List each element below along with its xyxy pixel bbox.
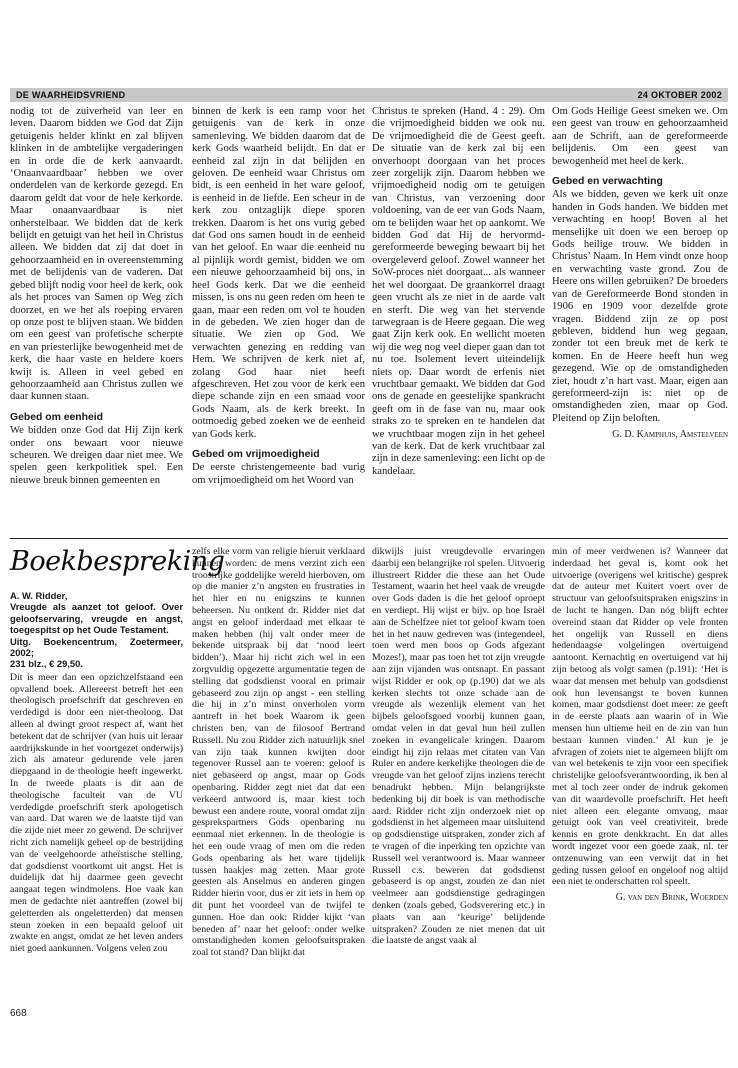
article-column-4 (552, 106, 728, 536)
article-paragraph: nodig tot de zuiverheid van leer en leven. Daarom bidden we God dat Zijn getuigenis helder klinkt en zal blijven klinken in de ambtelijke vergaderingen en in orde die de kerk aanvaardt. ‘Onaanvaardbaar’ hebben we over onderdelen van de kerkorde gezegd. En daarom geldt dat voor de hele kerkorde. Maar onaanvaardbaar is niet onherstelbaar. We bidden dat de kerk belijdt en getuigt van het heil in Christus alleen. We bidden dat zij dat doet in gehoorzaamheid en in overeenstemming met de belijdenis van de vaderen. Dat gebed blijft nodig voor heel de kerk, ook als het proces van Samen op Weg zich doorzet, en we het als roeping ervaren op onze post te blijven staan. We bidden om een geest van profetische scherpte en van priesterlijke bewogenheid met de kerk, die haar vaste en heldere koers kwijt is. Alleen in veel gebed en gehoorzaamheid aan Christus zullen we daar kunnen staan. (10, 106, 183, 403)
section-heading: Gebed om vrijmoedigheid (192, 448, 320, 460)
review-column-1 (10, 590, 183, 1002)
article-paragraph: Christus te spreken (Hand. 4 : 29). Om die vrijmoedigheid bidden we ook nu. De vrijmoedigheid die de Geest geeft. De situatie van de kerk zal bij een onverhoopt doorgaan van het proces zeer zorgelijk zijn. Daarom hebben we vrijmoedigheid nodig om te getuigen van Christus, van verzoening door voldoening, van de eer van Gods Naam, om te belijden waar het op aankomt. We bidden God dat Hij de hervormd-gereformeerde beweging bewaart bij het overgeleverd geloof. Zowel wanneer het SoW-proces niet doorgaat... als wanneer het wel doorgaat. De graankorrel draagt geen vrucht als ze niet in de aarde valt en sterft. Die weg van het stervende tarwegraan is de Heere gegaan. Die weg gaat Zijn kerk ook. En wellicht moeten wij die weg nog veel dieper gaan dan tot nu toe. Isolement levert uiteindelijk niets op. Daar wordt de erfenis niet vruchtbaar gemaakt. We bidden dat God ons de genade en geestelijke spankracht geeft om in de fase van nu, maar ook straks zo te spreken en te handelen dat we vruchtbaar mogen zijn in het geheel van de kerk. Dat de kerk vruchtbaar zal zijn in deze samenleving: een licht op de kandelaar. (372, 106, 545, 477)
section-heading: Gebed om eenheid (10, 411, 103, 423)
review-section-title: Boekbespreking (10, 546, 225, 577)
book-pages-price: 231 blz., € 29,50. (10, 658, 83, 670)
running-header (10, 88, 728, 102)
book-author: A. W. Ridder, (10, 590, 68, 601)
article-column-2 (192, 106, 365, 536)
page-number: 668 (10, 1008, 27, 1019)
review-paragraph: dikwijls juist vreugdevolle ervaringen daarbij een belangrijke rol spelen. Uitvoerig illustreert Ridder die these aan het Oude Testament, waarin het heel vaak de vreugde over Gods daden is die het geloof oproept en verdiept. Hij wijst er bijv. op hoe Israël aan de Schelfzee niet tot geloof kwam toen het in het nauw gedreven was (integendeel, toen werd men boos op Gods afgezant Mozes!), maar pas toen het tot zijn vreugde aan zijn vijanden was ontsnapt. En passant wijst Ridder er ook op (p.190) dat we als kerken slechts tot onze schade aan de vreugde als wezenlijk element van het bijbels geloofsgoed voorbij kunnen gaan, omdat velen in dat geval hun heil zullen zoeken in evangelicale kringen. Daarom eindigt hij zijn relaas met citaten van Van Ruler en andere kerkelijke theologen die de vreugde van het geloof zijns inziens terecht benadrukt hebben. Mijn belangrijkste bedenking bij dit boek is van methodische aard. Ridder richt zijn onderzoek niet op godsdienst in het algemeen maar uitsluitend op godsdienstige uitspraken, zonder zich af te vragen of die inperking ten opzichte van Russell wel verantwoord is. Maar wanneer Russell c.s. beweren dat godsdienst gebaseerd is op angst, zouden ze dan niet veelmeer aan godsdienstige gedragingen denken (zoals gebed, Godsverering etc.) in plaats van aan ‘keurige’ belijdende uitspraken? Zouden ze niet menen dat uit die laatste de angst vaak al (372, 546, 545, 947)
article-paragraph: binnen de kerk is een ramp voor het getuigenis van de kerk in onze samenleving. We bidden daarom dat de kerk Gods waarheid belijdt. En dat er eenheid zal zijn in dat belijden en geloven. De eenheid waar Christus om bidt, is een eenheid in het ware geloof, is eenheid in de liefde. Een scheur in de kerk zou ontzaglijk diepe sporen trekken. Daarom is het ons vurig gebed dat God ons samen houdt in de eenheid van het geloof. En waar die eenheid nu al pijnlijk wordt gemist, bidden we om een nieuwe gehoorzaamheid bij ons, in heel Gods kerk. Dat we die eenheid missen, is ons nu geen reden om heen te gaan, maar een reden om vol te houden in de gebeden. We zien hoger dan de situatie. We zien op God. We verwachten genezing en redding van Hem. We schrijven de kerk niet af, zolang God haar niet heeft afgeschreven. Het zou voor de kerk een diepe schande zijn en een smaad voor Gods Naam, als de kerk breekt. In ootmoedig gebed zoeken we de eenheid van Gods kerk. (192, 106, 365, 440)
article-paragraph: We bidden onze God dat Hij Zijn kerk onder ons bewaart voor nieuwe scheuren. We dreigen daar niet mee. We spelen geen kerkpolitiek spel. Een nieuwe breuk binnen gemeenten en (10, 425, 183, 486)
end-rule (552, 840, 728, 841)
article-paragraph: Als we bidden, geven we kerk uit onze handen in Gods handen. We bidden met verwachting en hoop! Boven al het menselijke uit doen we een beroep op Gods heilige trouw. We bidden in Christus’ Naam. In Hem vindt onze hoop en verwachting vaste grond. Zou de Heere ons willen gebruiken? De broeders van de Gereformeerde Bond stonden in 1906 en 1909 voor dezelfde grote vragen. Biddend zijn ze op post gebleven, biddend hun weg gegaan, zonder tot een breuk met de kerk te komen. En de Heere heeft hun weg gezegend. Wie op de omstandigheden ziet, houdt z’n hart vast. Maar, eigen aan gereformeerd-zijn is: niet op de omstandigheden zien, maar op God. Pleitend op Zijn beloften. (552, 189, 728, 424)
book-reference (10, 590, 183, 670)
review-column-3 (372, 546, 545, 1024)
book-publisher: Uitg. Boekencentrum, Zoetermeer, 2002; (10, 635, 183, 659)
article-column-1 (10, 106, 183, 536)
publication-name: DE WAARHEIDSVRIEND (16, 90, 126, 100)
article-column-3 (372, 106, 545, 536)
section-heading: Gebed en verwachting (552, 176, 663, 188)
review-paragraph: min of meer verdwenen is? Wanneer dat inderdaad het geval is, komt ook het uitvoerige (overigens wel kritische) gesprek dat de auteur met Kuitert voert over de structuur van geloofsuitspraken enigszins in de lucht te hangen. Dan nóg blijft echter overeind staan dat Ridder op vele fronten het ongelijk van Russell en diens hedendaagse volgelingen overtuigend aantoont. Kernachtig en overtuigend vat hij zijn betoog als volgt samen (p.191): ‘Het is waar dat mensen met behulp van godsdienst ook hun levensangst te boven kunnen komen, maar godsdienst doet meer: ze geeft in de eerste plaats aan waarin of in Wie mensen hun ultieme heil en de zin van hun bestaan kunnen vinden.’ Al kun je je afvragen of zoiets niet te algemeen blijft om van wel betekenis te zijn voor een specifiek christelijke geloofsverantwoording, ik ben al met al toch zeer onder de indruk gekomen van dit waardevolle proefschrift. Het heeft niet alleen een elegante omvang, maar getuigt ook van veel creativiteit, brede kennis en grote denkkracht. En dat alles wordt ingezet voor een goede zaak, nl. ter ontzenuwing van een verwijt dat in het geding tussen geloof en ongeloof nog altijd een niet te onderschatten rol speelt. (552, 546, 728, 888)
article-paragraph: De eerste christengemeente bad vurig om vrijmoedigheid om het Woord van (192, 462, 365, 486)
review-column-4 (552, 546, 728, 1024)
issue-date: 24 OKTOBER 2002 (637, 90, 722, 100)
book-title: Vreugde als aanzet tot geloof. Over geloofservaring, vreugde en angst, toegespitst op het Oude Testament. (10, 601, 183, 636)
section-divider (10, 538, 728, 539)
review-signature: G. van den Brink, Woerden (615, 892, 728, 904)
review-paragraph: zelfs elke vorm van religie hieruit verklaard kunnen worden: de mens verzint zich een troostrijke goddelijke wereld hierboven, om op die manier z’n angsten en frustraties in het hier en nu enigszins te kunnen beheersen. Nu ontkent dr. Ridder niet dat angst en geloof inderdaad met elkaar te maken hebben (hij valt onder meer de bekende uitspraak bij dat ‘nood leert bidden’). Maar hij richt zich wel in een zorgvuldig opgezette argumentatie tegen de stelling dat godsdienst vooral en primair gebaseerd zou zijn op angst - een stelling die hij in z’n minst onverholen vorm aantreft in het boek Waarom ik geen christen ben, van de filosoof Bertrand Russell. Nu zou Ridder zich natuurlijk snel van zijn taak kunnen kwijten door tegenover Russel aan te voeren: geloof is niet gebaseerd op angst, maar op Gods openbaring. Ridder zegt niet dat dat een verkeerd antwoord is, maar kiest toch bewust een andere route, vooral omdat zijn gesprekspartners Gods openbaring nu eenmaal niet erkennen. In de theologie is het een oude vraag of men om die reden Gods openbaring als het ware tijdelijk tussen haakjes mag zetten. Maar grote geesten als Anselmus en anderen gingen Ridder hierin voor, dus er zit iets in hem op dit punt het voordeel van de twijfel te gunnen. Hoe dan ook: Ridder kijkt ‘van beneden af’ naar het geloof: onder welke omstandigheden komen geloofsuitspraken zoal tot stand? Dan blijkt dat (192, 546, 365, 959)
review-column-2 (192, 546, 365, 1024)
article-paragraph: Om Gods Heilige Geest smeken we. Om een geest van trouw en gehoorzaamheid aan de Schrift, aan de gereformeerde belijdenis. Om een geest van bewogenheid met heel de kerk. (552, 106, 728, 167)
article-signature: G. D. Kamphuis, Amstelveen (612, 429, 728, 441)
review-paragraph: Dit is meer dan een opzichzelfstaand een opvallend boek. Allereerst betreft het een theologisch proefschrift dat geschreven en verdedigd is door een niet-theoloog. Dat alleen al dwingt groot respect af, want het betekent dat de schrijver (van huis uit leraar aardrijkskunde in het voortgezet onderwijs) zich als amateur gedurende vele jaren diepgaand in de theologie heeft ingewerkt. In de tweede plaats is dit aan de theologische faculteit van de VU verdedigde proefschrift sterk apologetisch van aard. Dat waren we de laatste tijd van die zijde niet meer zo gewend. De schrijver richt zich namelijk geheel op de bestrijding van de veelgehoorde atheïstische stelling, dat godsdienst voortkomt uit angst. Het is duidelijk dat hij daarmee geen gevecht aangaat tegen windmolens. Hoe vaak kan men de gedachte niet aantreffen (zowel bij geletterden als ongeletterden) dat mensen steun zoeken in een bepaald geloof uit zwakte en angst, omdat ze het leven anders niet goed aankunnen. Volgens velen zou (10, 671, 183, 955)
